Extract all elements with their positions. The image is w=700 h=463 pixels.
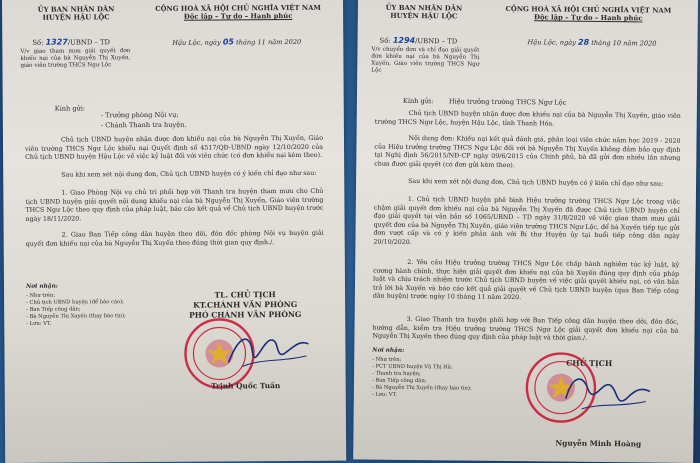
receivers-title: Nơi nhận: [372,347,405,354]
recipient-1: - Trưởng phòng Nội vụ; [100,110,179,120]
paragraph-1: Chủ tịch UBND huyện nhận được đơn khiếu nại của bà Nguyễn Thị Xuyến, Giáo viên trường THCS Ngư Lộc khiếu nại Quyết định số 4517/QĐ-UBND ngày 12/10/2020 của Chủ tịch UBND huyện Hậu Lộc về việc kỷ luật đối với viên chức (có đơn khiếu nại kèm theo). [25,134,324,162]
receiver-item: - Bà Nguyễn Thị Xuyến (thay báo tin); [371,384,472,392]
nation-motto: Độc lập – Tự do – Hạnh phúc [183,11,293,21]
receiver-item: - Bà Nguyễn Thị Xuyến (thay báo tin); [26,313,126,320]
doc-date: Hậu Lộc, ngày 05 tháng 11 năm 2020 [172,37,302,47]
sign-title: CHỦ TỊCH [566,358,613,369]
receiver-item: - Lưu: VT. [26,320,52,327]
recipient: Hiệu trưởng trường THCS Ngư Lộc [448,97,567,107]
signature-left [222,322,312,379]
paragraph-6: 3. Giao Thanh tra huyện phối hợp với Ban Tiếp công dân huyện theo dõi, đôn đốc, hướng dẫn, kiểm tra Hiệu trưởng trường THCS Ngư Lộc giải quyết đơn khiếu nại của bà Nguyễn Thị Xuyến theo đúng quy định của pháp luật và thời gian./. [372,315,679,343]
receiver-item: - Ban Tiếp công dân; [371,377,427,385]
sign-title-1: TL. CHỦ TỊCH [214,290,276,300]
signer-name: Nguyễn Minh Hoàng [555,438,642,449]
sign-title-2: KT.CHÁNH VĂN PHÒNG [193,299,298,310]
doc-subject: V/v chuyển đơn và chỉ đạo giải quyết đơn khiếu nại của bà Nguyễn Thị Xuyến, Giáo viên trường THCS Ngư Lộc [371,46,480,74]
receiver-item: - Như trên; [372,356,402,363]
handwritten-number: 1327 [45,37,68,47]
doc-number: Số: 1294/UBND – TD [379,35,458,46]
sign-title-3: PHÓ CHÁNH VĂN PHÒNG [189,309,302,320]
receiver-item: - Lưu: VT. [371,391,397,398]
nation-title: CỘNG HOÀ XÃ HỘI CHỦ NGHĨA VIỆT NAM [505,4,672,15]
nation-title: CỘNG HOÀ XÃ HỘI CHỦ NGHĨA VIỆT NAM [155,3,321,13]
receiver-item: - Chủ tịch UBND huyện (để báo cáo); [26,299,124,306]
handwritten-day: 05 [222,37,234,47]
paragraph-1: Chủ tịch UBND huyện nhận được đơn khiếu nại của bà Nguyễn Thị Xuyến, giáo viên trường THCS Ngư Lộc, huyện Hậu Lộc, tỉnh Thanh Hóa. [374,109,681,128]
official-letter-left [2,0,346,463]
paragraph-2: Sau khi xem xét nội dung đơn, Chủ tịch UBND huyện có ý kiến chỉ đạo như sau: [61,169,317,179]
paragraph-4: 1. Chủ tịch UBND huyện phê bình Hiệu trưởng trường THCS Ngư Lộc trong việc chậm giải quyết đơn khiếu nại của bà Nguyễn Thị Xuyến đã được Chủ tịch UBND huyện chỉ đạo giải quyết tại văn bản số 1065/UBND – TD ngày 31/8/2020 về việc giao tham mưu giải quyết đơn của bà Nguyễn Thị Xuyến, giáo viên trường THCS Ngư Lộc, để bà Xuyến tiếp tục gửi đơn vượt cấp và có ý kiến phản ánh với Bí thư Huyện ủy tại buổi tiếp công dân ngày 20/10/2020. [373,195,680,246]
signature-right [558,363,655,424]
paragraph-4: 2. Giao Ban Tiếp công dân huyện theo dõi, đôn đốc phòng Nội vụ huyện giải quyết đơn khiếu nại của bà Nguyễn Thị Xuyến theo đúng thời gian quy định./. [25,229,324,248]
handwritten-day: 28 [578,37,590,47]
paragraph-2: Nội dung đơn: Khiếu nại kết quả đánh giá, phân loại viên chức năm học 2019 - 2020 của Hiệu trưởng trường THCS Ngư Lộc đối với bà Nguyễn Thị Xuyến không đảm bảo quy định tại Nghị định 56/2015/NĐ-CP ngày 09/6/2015 của Chính phủ, bà đã gửi đơn nhiều lần nhưng chưa được giải quyết (có đơn gửi kèm theo). [374,134,681,169]
receiver-item: - Ban Tiếp công dân; [26,306,81,313]
greeting: Kính gửi: [54,104,86,113]
recipient-2: - Chánh Thanh tra huyện. [100,120,187,130]
doc-subject: V/v giao tham mưu giải quyết đơn khiếu nại của bà Nguyễn Thị Xuyến, giáo viên trường THCS Ngư Lộc [20,48,131,69]
agency-district: HUYỆN HẬU LỘC [42,13,110,22]
greeting: Kính gửi: [402,96,434,106]
agency-name: ỦY BAN NHÂN DÂN [385,3,463,13]
signer-name: Trịnh Quốc Tuấn [211,381,281,391]
agency-district: HUYỆN HẬU LỘC [390,11,458,21]
receiver-item: - Thanh tra huyện; [372,370,421,378]
receiver-item: - PCT UBND huyện Vũ Thị Hà; [372,363,453,371]
nation-motto: Độc lập – Tự do – Hạnh phúc [534,13,643,23]
receivers-title: Nơi nhận: [25,283,58,290]
doc-number: Số: 1327/UBND – TD [32,37,110,47]
paragraph-5: 2. Yêu cầu Hiệu trưởng trường THCS Ngư Lộc chấp hành nghiêm túc kỷ luật, kỷ cương hành chính, thực hiện giải quyết đơn khiếu nại của bà Xuyến đúng quy định của pháp luật và chịu trách nhiệm trước Chủ tịch UBND huyện về việc giải quyết khiếu nại, có văn bản trả lời bà Xuyến và báo cáo kết quả giải quyết về Chủ tịch UBND huyện (qua Ban Tiếp công dân huyện) trước ngày 10 tháng 11 năm 2020. [372,258,680,302]
doc-date: Hậu Lộc, ngày 28 tháng 10 năm 2020 [527,37,657,48]
handwritten-number: 1294 [392,35,416,46]
agency-name: ỦY BAN NHÂN DÂN [37,5,115,14]
paragraph-3: 1. Giao Phòng Nội vụ chủ trì phối hợp với Thanh tra huyện tham mưu cho Chủ tịch UBND huyện giải quyết nội dung khiếu nại của bà Nguyễn Thị Xuyến, Giáo viên trường THCS Ngư Lộc theo quy định của pháp luật, báo cáo kết quả về Chủ tịch UBND huyện trước ngày 18/11/2020. [25,187,324,223]
official-letter-right [353,0,698,463]
receiver-item: - Như trên; [26,292,56,299]
paragraph-3: Sau khi xem xét nội dung đơn, Chủ tịch UBND huyện có ý kiến chỉ đạo như sau: [408,177,664,188]
